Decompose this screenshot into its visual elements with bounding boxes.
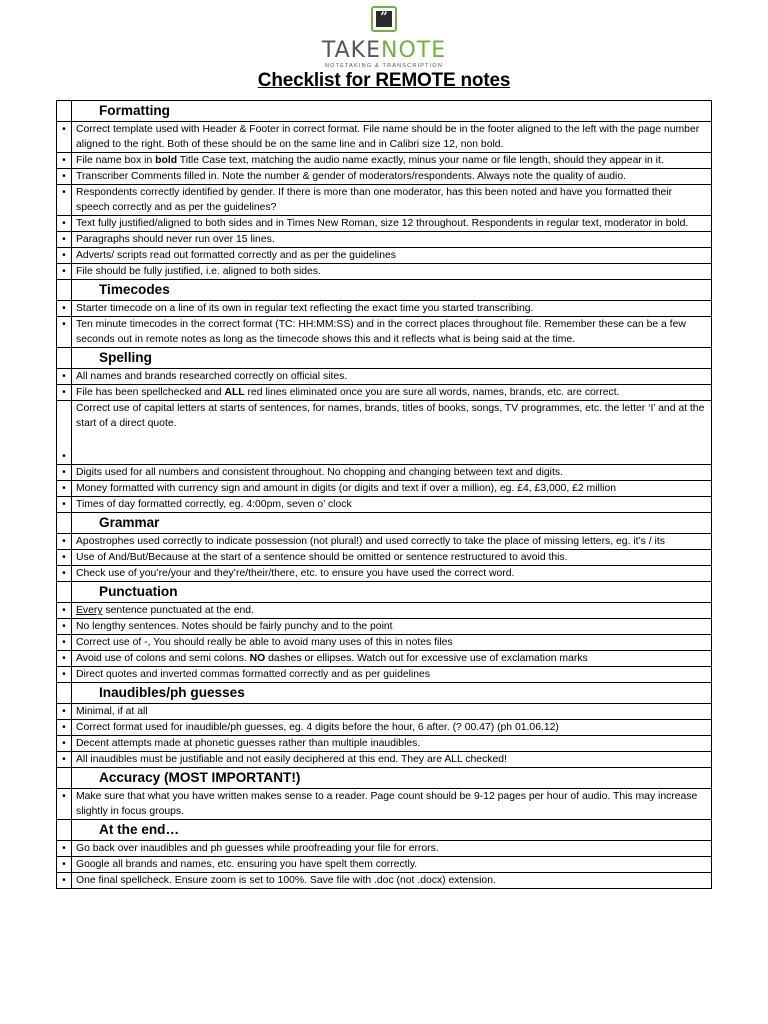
logo-wordmark: TAKENOTE xyxy=(321,38,447,63)
section-header-row xyxy=(57,768,712,789)
bullet-cell xyxy=(57,369,72,385)
bullet-cell xyxy=(57,857,72,873)
checklist-item-text: Correct use of -, You should really be able to avoid many uses of this in notes files xyxy=(72,635,712,651)
checklist-item-row xyxy=(57,401,712,465)
checklist-item-text xyxy=(72,385,712,401)
checklist-item-row xyxy=(57,153,712,169)
checklist-item-text: Adverts/ scripts read out formatted correctly and as per the guidelines xyxy=(72,248,712,264)
bullet-icon: • xyxy=(62,218,66,229)
section-heading: At the end… xyxy=(72,820,712,841)
bullet-icon: • xyxy=(62,754,66,765)
section-header-bullet-cell xyxy=(57,683,72,704)
checklist-item-row xyxy=(57,385,712,401)
bullet-cell xyxy=(57,497,72,513)
section-heading: Inaudibles/ph guesses xyxy=(72,683,712,704)
section-heading: Spelling xyxy=(72,348,712,369)
bullet-cell xyxy=(57,550,72,566)
bullet-cell xyxy=(57,317,72,348)
bullet-icon: • xyxy=(62,669,66,680)
checklist-item-text: Paragraphs should never run over 15 lines. xyxy=(72,232,712,248)
bullet-cell xyxy=(57,736,72,752)
bullet-cell xyxy=(57,704,72,720)
checklist-item-row xyxy=(57,232,712,248)
checklist-item-text: Times of day formatted correctly, eg. 4:00pm, seven o’ clock xyxy=(72,497,712,513)
bullet-cell xyxy=(57,264,72,280)
bullet-cell xyxy=(57,465,72,481)
checklist-item-row xyxy=(57,736,712,752)
bullet-cell xyxy=(57,566,72,582)
bullet-cell xyxy=(57,752,72,768)
checklist-item-text: All inaudibles must be justifiable and not easily deciphered at this end. They are ALL checked! xyxy=(72,752,712,768)
checklist-item-row xyxy=(57,169,712,185)
checklist-item-row xyxy=(57,566,712,582)
bullet-icon: • xyxy=(62,250,66,261)
section-header-bullet-cell xyxy=(57,348,72,369)
section-header-row xyxy=(57,820,712,841)
bullet-cell xyxy=(57,619,72,635)
bullet-icon: • xyxy=(62,552,66,563)
bullet-icon: • xyxy=(62,451,66,462)
bullet-icon: • xyxy=(62,124,66,135)
bullet-icon: • xyxy=(62,187,66,198)
checklist-item-row xyxy=(57,248,712,264)
checklist-item-row xyxy=(57,651,712,667)
bullet-cell xyxy=(57,667,72,683)
checklist-item-text: Make sure that what you have written makes sense to a reader. Page count should be 9-12 pages per hour of audio. This may increase slightly in focus groups. xyxy=(72,789,712,820)
checklist-item-row xyxy=(57,185,712,216)
checklist-item-row xyxy=(57,752,712,768)
section-header-row xyxy=(57,513,712,534)
bullet-icon: • xyxy=(62,319,66,330)
checklist-item-text: Direct quotes and inverted commas formatted correctly and as per guidelines xyxy=(72,667,712,683)
takenote-logo xyxy=(0,6,768,70)
section-header-row xyxy=(57,348,712,369)
bullet-icon: • xyxy=(62,387,66,398)
bullet-icon: • xyxy=(62,303,66,314)
checklist-item-text: All names and brands researched correctly on official sites. xyxy=(72,369,712,385)
section-header-row xyxy=(57,683,712,704)
checklist-item-text: Apostrophes used correctly to indicate possession (not plural!) and used correctly to take the place of missing letters, eg. it’s / its xyxy=(72,534,712,550)
bullet-icon: • xyxy=(62,568,66,579)
item-text-part: sentence punctuated at the end. xyxy=(102,605,254,616)
section-header-row xyxy=(57,101,712,122)
section-heading: Accuracy (MOST IMPORTANT!) xyxy=(72,768,712,789)
section-header-row xyxy=(57,280,712,301)
checklist-item-text: Respondents correctly identified by gender. If there is more than one moderator, has this been noted and have you formatted their speech correctly and as per the guidelines? xyxy=(72,185,712,216)
checklist-item-row xyxy=(57,264,712,280)
bullet-cell xyxy=(57,169,72,185)
checklist-item-text: Starter timecode on a line of its own in regular text reflecting the exact time you started transcribing. xyxy=(72,301,712,317)
item-text-part: File has been spellchecked and xyxy=(76,387,225,398)
checklist-item-text: Correct use of capital letters at starts of sentences, for names, brands, titles of books, songs, TV programmes, etc. the letter ‘I’ and at the start of a direct quote. xyxy=(72,401,712,465)
bullet-cell xyxy=(57,603,72,619)
checklist-item-text: Decent attempts made at phonetic guesses rather than multiple inaudibles. xyxy=(72,736,712,752)
checklist-item-text: File should be fully justified, i.e. aligned to both sides. xyxy=(72,264,712,280)
bullet-icon: • xyxy=(62,738,66,749)
bullet-cell xyxy=(57,635,72,651)
checklist-item-row xyxy=(57,619,712,635)
section-header-bullet-cell xyxy=(57,820,72,841)
bullet-cell xyxy=(57,248,72,264)
checklist-item-text xyxy=(72,603,712,619)
checklist-item-row xyxy=(57,704,712,720)
item-text-bold: ALL xyxy=(224,387,245,398)
bullet-cell xyxy=(57,301,72,317)
bullet-icon: • xyxy=(62,653,66,664)
bullet-cell xyxy=(57,153,72,169)
bullet-icon: • xyxy=(62,706,66,717)
section-header-row xyxy=(57,582,712,603)
bullet-icon: • xyxy=(62,371,66,382)
section-header-bullet-cell xyxy=(57,582,72,603)
checklist-item-text: Transcriber Comments filled in. Note the number & gender of moderators/respondents. Always note the quality of audio. xyxy=(72,169,712,185)
bullet-icon: • xyxy=(62,843,66,854)
item-text-part: Title Case text, matching the audio name exactly, minus your name or file length, should they appear in it. xyxy=(177,155,664,166)
bullet-icon: • xyxy=(62,171,66,182)
bullet-cell xyxy=(57,873,72,889)
checklist-item-row xyxy=(57,635,712,651)
bullet-icon: • xyxy=(62,859,66,870)
item-text-bold: NO xyxy=(249,653,266,664)
checklist-item-row xyxy=(57,789,712,820)
bullet-icon: • xyxy=(62,637,66,648)
quote-mark-icon: ” xyxy=(371,6,397,32)
checklist-item-text xyxy=(72,153,712,169)
checklist-item-row xyxy=(57,122,712,153)
section-header-bullet-cell xyxy=(57,280,72,301)
checklist-item-row xyxy=(57,301,712,317)
bullet-icon: • xyxy=(62,791,66,802)
bullet-cell xyxy=(57,401,72,465)
bullet-icon: • xyxy=(62,483,66,494)
checklist-item-row xyxy=(57,481,712,497)
checklist-item-text: Google all brands and names, etc. ensuring you have spelt them correctly. xyxy=(72,857,712,873)
bullet-cell xyxy=(57,385,72,401)
checklist-item-text: One final spellcheck. Ensure zoom is set to 100%. Save file with .doc (not .docx) extension. xyxy=(72,873,712,889)
bullet-cell xyxy=(57,216,72,232)
item-text-part: Avoid use of colons and semi colons. xyxy=(76,653,250,664)
item-text-part: red lines eliminated once you are sure all words, names, brands, etc. are correct. xyxy=(244,387,620,398)
section-header-bullet-cell xyxy=(57,768,72,789)
bullet-cell xyxy=(57,232,72,248)
checklist-item-text: Use of And/But/Because at the start of a sentence should be omitted or sentence restructured to avoid this. xyxy=(72,550,712,566)
checklist-item-row xyxy=(57,369,712,385)
checklist-item-text: Go back over inaudibles and ph guesses while proofreading your file for errors. xyxy=(72,841,712,857)
checklist-item-text xyxy=(72,651,712,667)
checklist-item-text: Digits used for all numbers and consistent throughout. No chopping and changing between text and digits. xyxy=(72,465,712,481)
checklist-item-text: Money formatted with currency sign and amount in digits (or digits and text if over a million), eg. £4, £3,000, £2 million xyxy=(72,481,712,497)
bullet-cell xyxy=(57,841,72,857)
checklist-table xyxy=(56,100,712,889)
section-header-bullet-cell xyxy=(57,513,72,534)
checklist-item-text: Text fully justified/aligned to both sides and in Times New Roman, size 12 throughout. Respondents in regular text, moderator in bold. xyxy=(72,216,712,232)
bullet-icon: • xyxy=(62,722,66,733)
bullet-icon: • xyxy=(62,605,66,616)
checklist-item-row xyxy=(57,497,712,513)
checklist-item-row xyxy=(57,720,712,736)
checklist-item-row xyxy=(57,465,712,481)
item-text-part: dashes or ellipses. Watch out for excessive use of exclamation marks xyxy=(265,653,588,664)
bullet-cell xyxy=(57,185,72,216)
checklist-item-row xyxy=(57,317,712,348)
bullet-cell xyxy=(57,720,72,736)
bullet-icon: • xyxy=(62,499,66,510)
checklist-item-row xyxy=(57,873,712,889)
document-title: Checklist for REMOTE notes xyxy=(257,70,511,91)
checklist-item-text: Minimal, if at all xyxy=(72,704,712,720)
logo-tagline: NOTETAKING & TRANSCRIPTION xyxy=(324,63,444,69)
section-heading: Punctuation xyxy=(72,582,712,603)
bullet-cell xyxy=(57,534,72,550)
bullet-icon: • xyxy=(62,266,66,277)
bullet-cell xyxy=(57,122,72,153)
checklist-item-text: Correct template used with Header & Footer in correct format. File name should be in the footer aligned to the left with the page number aligned to the right. Both of these should be on the same line and in Calibri size 12, non bold. xyxy=(72,122,712,153)
checklist-item-text: Correct format used for inaudible/ph guesses, eg. 4 digits before the hour, 6 after. (? 00.47) (ph 01.06.12) xyxy=(72,720,712,736)
checklist-item-text: Check use of you’re/your and they’re/their/there, etc. to ensure you have used the correct word. xyxy=(72,566,712,582)
checklist-item-row xyxy=(57,216,712,232)
checklist-item-text: Ten minute timecodes in the correct format (TC: HH:MM:SS) and in the correct places throughout file. Remember these can be a few seconds out in remote notes as long as the timecode shows this and it reflects what is being said at the time. xyxy=(72,317,712,348)
section-heading: Formatting xyxy=(72,101,712,122)
bullet-icon: • xyxy=(62,467,66,478)
bullet-cell xyxy=(57,651,72,667)
bullet-icon: • xyxy=(62,234,66,245)
bullet-icon: • xyxy=(62,155,66,166)
checklist-item-row xyxy=(57,667,712,683)
bullet-icon: • xyxy=(62,621,66,632)
bullet-cell xyxy=(57,789,72,820)
section-header-bullet-cell xyxy=(57,101,72,122)
checklist-item-row xyxy=(57,550,712,566)
bullet-cell xyxy=(57,481,72,497)
item-text-part: File name box in xyxy=(76,155,156,166)
bullet-icon: • xyxy=(62,536,66,547)
item-text-underlined: Every xyxy=(76,605,103,616)
checklist-item-row xyxy=(57,603,712,619)
section-heading: Grammar xyxy=(72,513,712,534)
checklist-item-row xyxy=(57,841,712,857)
item-text-bold: bold xyxy=(155,155,178,166)
checklist-item-row xyxy=(57,857,712,873)
checklist-item-text: No lengthy sentences. Notes should be fairly punchy and to the point xyxy=(72,619,712,635)
checklist-item-row xyxy=(57,534,712,550)
bullet-icon: • xyxy=(62,875,66,886)
section-heading: Timecodes xyxy=(72,280,712,301)
